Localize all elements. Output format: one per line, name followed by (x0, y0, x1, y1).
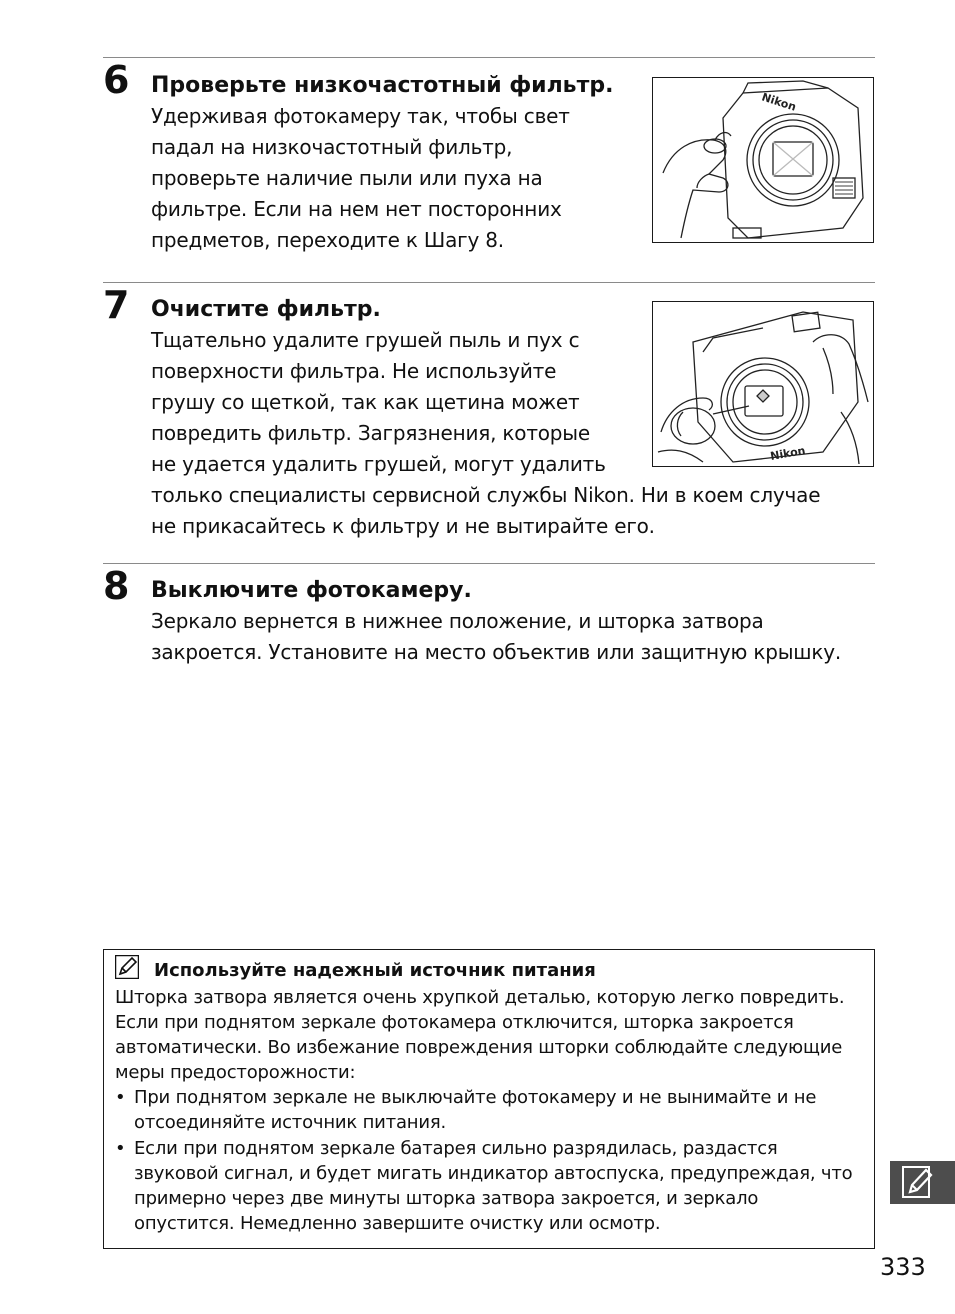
step-8-line: Зеркало вернется в нижнее положение, и шторка затвора (151, 609, 764, 633)
chapter-tab (890, 1161, 955, 1204)
page-number: 333 (880, 1253, 926, 1281)
step-6-number: 6 (103, 58, 129, 102)
note-bullet-line: При поднятом зеркале не выключайте фотокамеру и не вынимайте и не (134, 1087, 817, 1108)
note-bullet-line: опустится. Немедленно завершите очистку или осмотр. (134, 1213, 661, 1234)
step-6-line: Удерживая фотокамеру так, чтобы свет (151, 104, 570, 128)
blower-cleaning-drawing (653, 302, 873, 466)
step-6-text (151, 101, 570, 256)
step-6-line: проверьте наличие пыли или пуха на (151, 166, 543, 190)
step-7-line: не удается удалить грушей, могут удалить (151, 452, 606, 476)
step-7-line: только специалисты сервисной службы Nikon. Ни в коем случае (151, 483, 821, 507)
step-6-line: предметов, переходите к Шагу 8. (151, 228, 504, 252)
note-line: автоматически. Во избежание повреждения шторки соблюдайте следующие (115, 1037, 843, 1058)
step-8-title: Выключите фотокамеру. (151, 578, 472, 603)
step-6-title: Проверьте низкочастотный фильтр. (151, 73, 614, 98)
step-8-line: закроется. Установите на место объектив или защитную крышку. (151, 640, 842, 664)
step-7-line: Тщательно удалите грушей пыль и пух с (151, 328, 580, 352)
note-line: Если при поднятом зеркале фотокамера отключится, шторка закроется (115, 1012, 794, 1033)
step-6-divider (103, 57, 875, 58)
step-8-divider (103, 563, 875, 564)
note-bullet-line: Если при поднятом зеркале батарея сильно разрядилась, раздастся (134, 1138, 778, 1159)
bullet-marker: • (115, 1087, 126, 1108)
step-8-text (151, 606, 841, 668)
note-bullet-line: звуковой сигнал, и будет мигать индикатор автоспуска, предупреждая, что (134, 1163, 853, 1184)
caution-note-title: Используйте надежный источник питания (154, 960, 596, 981)
step-7-number: 7 (103, 283, 129, 327)
step-7-title: Очистите фильтр. (151, 297, 381, 322)
camera-logo-text: Nikon (760, 90, 798, 114)
note-bullet-1 (134, 1085, 816, 1135)
step-7-line: поверхности фильтра. Не используйте (151, 359, 557, 383)
camera-inspect-drawing (653, 78, 873, 242)
step-7-line: не прикасайтесь к фильтру и не вытирайте его. (151, 514, 655, 538)
blower-cleaning-illustration (652, 301, 874, 467)
step-6-line: падал на низкочастотный фильтр, (151, 135, 513, 159)
note-bullet-2 (134, 1136, 852, 1236)
step-7-line: грушу со щеткой, так как щетина может (151, 390, 580, 414)
caution-note (103, 949, 875, 1249)
note-bullet-line: примерно через две минуты шторка затвора закроется, и зеркало (134, 1188, 759, 1209)
caution-pencil-icon (115, 955, 139, 979)
step-7-divider (103, 282, 875, 283)
camera-inspect-illustration (652, 77, 874, 243)
maintenance-pencil-icon (902, 1166, 942, 1200)
caution-note-body (115, 985, 844, 1085)
step-7-line: повредить фильтр. Загрязнения, которые (151, 421, 590, 445)
note-line: меры предосторожности: (115, 1062, 356, 1083)
step-8-number: 8 (103, 564, 129, 608)
camera-logo-text: Nikon (769, 444, 807, 463)
bullet-marker: • (115, 1138, 126, 1159)
note-bullet-line: отсоединяйте источник питания. (134, 1112, 446, 1133)
step-6-line: фильтре. Если на нем нет посторонних (151, 197, 562, 221)
note-line: Шторка затвора является очень хрупкой деталью, которую легко повредить. (115, 987, 845, 1008)
